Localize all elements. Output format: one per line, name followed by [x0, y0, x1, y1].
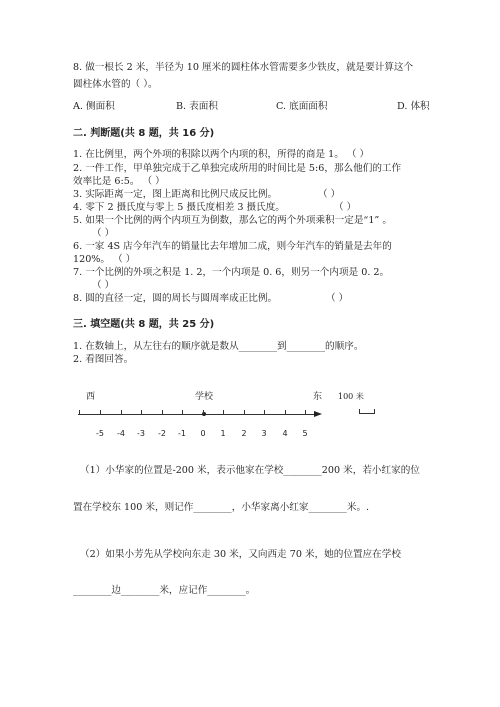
q8-text-line1: 8. 做一根长 2 米，半径为 10 厘米的圆柱体水管需要多少铁皮，就是要计算这个	[73, 62, 414, 73]
tick-label: -2	[158, 429, 166, 438]
tick-label: -3	[137, 429, 145, 438]
tick-mark	[162, 410, 163, 414]
tick-mark	[79, 410, 80, 414]
section-2-title: 二. 判断题(共 8 题，共 16 分)	[73, 128, 215, 139]
judge-item-8-paren: （ ）	[326, 293, 349, 304]
label-scale: 100 米	[338, 392, 364, 401]
tick-mark	[305, 410, 306, 414]
tick-label: -4	[117, 429, 125, 438]
judge-item-7-line2: （ ）	[92, 280, 115, 291]
judge-item-7-line1: 7. 一个比例的外项之积是 1. 2，一个内项是 0. 6，则另一个内项是 0. 2。	[73, 267, 390, 278]
tick-label: 5	[302, 429, 308, 438]
q8-option-d: D. 体积	[397, 101, 430, 112]
tick-label: 2	[241, 429, 247, 438]
judge-item-1: 1. 在比例里，两个外项的积除以两个内项的积，所得的商是 1。 （ ）	[73, 149, 370, 160]
q8-option-c: C. 底面面积	[276, 101, 328, 112]
tick-label: 1	[220, 429, 226, 438]
tick-label: -5	[96, 429, 104, 438]
q8-option-b: B. 表面积	[176, 101, 218, 112]
tick-mark	[264, 410, 265, 414]
judge-item-2-line2: 效率比是 6:5。 （ ）	[73, 176, 165, 187]
fill-item-2: 2. 看图回答。	[73, 354, 134, 365]
axis-line	[78, 414, 316, 415]
tick-mark	[223, 410, 224, 414]
label-west: 西	[86, 392, 96, 402]
judge-item-3-paren: （ ）	[318, 189, 341, 200]
q8-option-a: A. 侧面积	[73, 101, 115, 112]
tick-label: 3	[261, 429, 267, 438]
tick-mark	[244, 410, 245, 414]
judge-item-4: 4. 零下 2 摄氏度与零上 5 摄氏度相差 3 摄氏度。	[73, 202, 285, 213]
judge-item-5-line1: 5. 如果一个比例的两个内项互为倒数，那么它的两个外项乘积一定是“1” 。	[73, 215, 392, 226]
tick-label: 0	[200, 429, 206, 438]
scale-bracket	[359, 409, 375, 414]
judge-item-4-paren: （ ）	[334, 202, 357, 213]
tick-mark	[121, 410, 122, 414]
q8-text-line2: 圆柱体水管的（ ）。	[73, 79, 158, 90]
tick-mark	[203, 410, 204, 414]
section-3-title: 三. 填空题(共 8 题，共 25 分)	[73, 319, 215, 330]
tick-mark	[182, 410, 183, 414]
judge-item-6-line1: 6. 一家 4S 店今年汽车的销量比去年增加二成，则今年汽车的销量是去年的	[73, 241, 392, 252]
sub-question-2-line1: （2）如果小芳先从学校向东走 30 米，又向西走 70 米，她的位置应在学校	[80, 549, 401, 560]
sub-question-1-line2: 置在学校东 100 米，则记作________，小华家离小红家________米。.	[73, 502, 370, 513]
tick-mark	[285, 410, 286, 414]
fill-item-1: 1. 在数轴上，从左往右的顺序就是数从________到________的顺序。	[73, 341, 364, 352]
judge-item-3: 3. 实际距离一定，图上距离和比例尺成反比例。	[73, 189, 278, 200]
tick-label: 4	[282, 429, 288, 438]
judge-item-6-line2: 120%。 （ ）	[73, 254, 136, 265]
judge-item-5-line2: （ ）	[92, 228, 115, 239]
label-school: 学校	[195, 392, 214, 402]
tick-mark	[141, 410, 142, 414]
tick-label: -1	[178, 429, 186, 438]
tick-mark	[100, 410, 101, 414]
sub-question-2-line2: ________边________米，应记作________。	[73, 585, 256, 596]
sub-question-1-line1: （1）小华家的位置是-200 米，表示他家在学校________200 米，若小红家的位	[80, 465, 420, 476]
label-east: 东	[313, 392, 323, 402]
judge-item-8: 8. 圆的直径一定，圆的周长与圆周率成正比例。	[73, 293, 278, 304]
judge-item-2-line1: 2. 一件工作，甲单独完成于乙单独完成所用的时间比是 5:6，那么他们的工作	[73, 163, 402, 174]
arrow-head-icon	[314, 411, 322, 417]
